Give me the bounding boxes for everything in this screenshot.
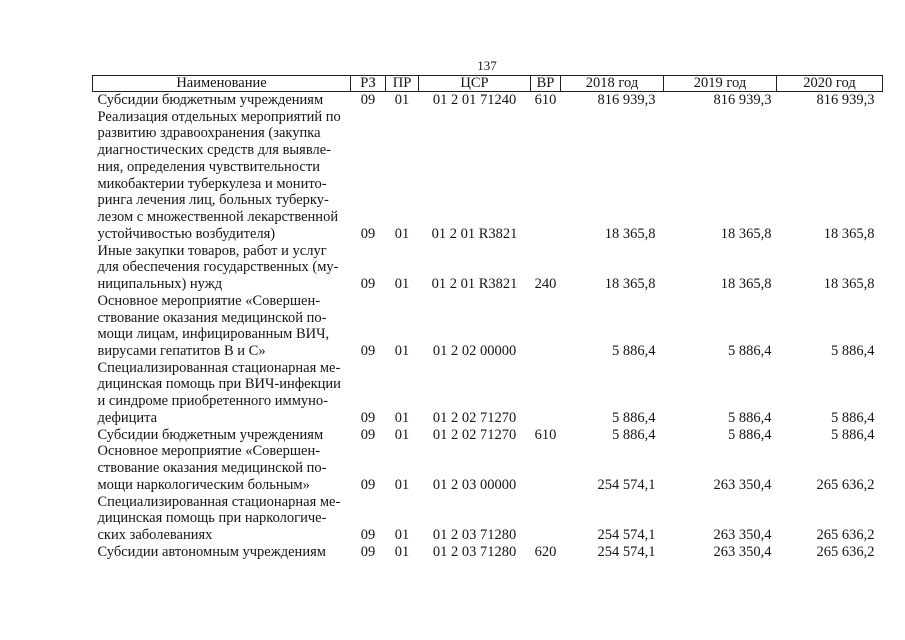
row-2019: 263 350,4	[713, 527, 772, 544]
row-2019: 18 365,8	[720, 225, 772, 242]
header-2019: 2019 год	[664, 76, 777, 92]
row-pr: 01	[394, 276, 410, 293]
row-name	[93, 544, 351, 561]
row-rz: 09	[360, 476, 376, 493]
name-line: ских заболеваниях	[97, 527, 213, 544]
budget-table-grid	[92, 75, 883, 561]
row-2019: 18 365,8	[720, 276, 772, 293]
row-vr	[531, 443, 561, 493]
row-name	[93, 293, 351, 360]
name-line: ствование оказания медицинской по-	[97, 460, 327, 477]
name-line: Основное мероприятие «Совершен-	[97, 292, 321, 309]
row-name	[93, 443, 351, 493]
row-pr: 01	[394, 543, 410, 560]
row-2020: 5 886,4	[831, 409, 875, 426]
row-2020: 816 939,3	[816, 92, 875, 108]
row-rz: 09	[360, 527, 376, 544]
header-vr: ВР	[531, 76, 561, 92]
row-2018: 254 574,1	[597, 476, 656, 493]
table-row	[93, 109, 883, 243]
header-rz: РЗ	[351, 76, 386, 92]
table-row	[93, 427, 883, 444]
name-line: мощи лицам, инфицированным ВИЧ,	[97, 326, 330, 343]
name-line: ствование оказания медицинской по-	[97, 309, 327, 326]
row-pr: 01	[394, 92, 410, 108]
name-line: и синдроме приобретенного иммуно-	[97, 393, 328, 410]
row-rz: 09	[360, 343, 376, 360]
row-2018: 5 886,4	[612, 426, 656, 443]
name-line: мощи наркологическим больным»	[97, 476, 310, 493]
row-vr: 620	[534, 543, 557, 560]
row-rz: 09	[360, 276, 376, 293]
row-csr: 01 2 01 R3821	[431, 276, 518, 293]
name-line: Субсидии бюджетным учреждениям	[97, 426, 324, 443]
name-line: дефицита	[97, 409, 158, 426]
row-vr	[531, 494, 561, 544]
table-row	[93, 443, 883, 493]
row-name	[93, 494, 351, 544]
row-pr: 01	[394, 476, 410, 493]
header-pr: ПР	[386, 76, 419, 92]
row-vr: 610	[534, 92, 557, 108]
table-body	[93, 92, 883, 561]
row-name	[93, 427, 351, 444]
row-pr: 01	[394, 225, 410, 242]
row-2018: 5 886,4	[612, 409, 656, 426]
name-line: вирусами гепатитов В и С»	[97, 343, 266, 360]
row-name	[93, 109, 351, 243]
row-2019: 263 350,4	[713, 476, 772, 493]
row-2020: 265 636,2	[816, 527, 875, 544]
row-2019: 263 350,4	[713, 543, 772, 560]
row-csr: 01 2 03 71280	[432, 543, 517, 560]
table-header	[93, 76, 883, 92]
name-line: Субсидии бюджетным учреждениям	[97, 92, 324, 108]
header-csr: ЦСР	[419, 76, 531, 92]
row-2020: 265 636,2	[816, 476, 875, 493]
row-2020: 5 886,4	[831, 426, 875, 443]
name-line: диагностических средств для выявле-	[97, 142, 332, 159]
row-2018: 254 574,1	[597, 543, 656, 560]
row-2018: 18 365,8	[604, 225, 656, 242]
row-rz: 09	[360, 543, 376, 560]
row-2018: 5 886,4	[612, 343, 656, 360]
row-csr: 01 2 02 71270	[432, 409, 517, 426]
header-2018: 2018 год	[561, 76, 664, 92]
row-pr: 01	[394, 409, 410, 426]
row-name	[93, 243, 351, 293]
name-line: ринга лечения лиц, больных туберку-	[97, 192, 329, 209]
name-line: Основное мероприятие «Совершен-	[97, 443, 321, 460]
row-vr: 610	[534, 426, 557, 443]
row-rz: 09	[360, 92, 376, 108]
row-pr: 01	[394, 527, 410, 544]
name-line: Специализированная стационарная ме-	[97, 493, 341, 510]
row-rz: 09	[360, 426, 376, 443]
table-row	[93, 92, 883, 109]
row-pr: 01	[394, 343, 410, 360]
row-2019: 5 886,4	[728, 409, 772, 426]
table-row	[93, 360, 883, 427]
name-line: Субсидии автономным учреждениям	[97, 543, 326, 560]
row-name	[93, 360, 351, 427]
row-2019: 5 886,4	[728, 343, 772, 360]
row-csr: 01 2 03 00000	[432, 476, 517, 493]
row-2020: 5 886,4	[831, 343, 875, 360]
row-vr	[531, 293, 561, 360]
name-line: для обеспечения государственных (му-	[97, 259, 339, 276]
name-line: микобактерии туберкулеза и монито-	[97, 175, 327, 192]
row-2019: 5 886,4	[728, 426, 772, 443]
table-row	[93, 243, 883, 293]
row-2019: 816 939,3	[713, 92, 772, 108]
name-line: дицинская помощь при наркологиче-	[97, 510, 327, 527]
row-rz: 09	[360, 409, 376, 426]
name-line: развитию здравоохранения (закупка	[97, 125, 321, 142]
name-line: лезом с множественной лекарственной	[97, 209, 339, 226]
row-csr: 01 2 01 R3821	[431, 225, 518, 242]
row-csr: 01 2 02 00000	[432, 343, 517, 360]
table-row	[93, 293, 883, 360]
row-vr	[531, 109, 561, 243]
row-csr: 01 2 02 71270	[432, 426, 517, 443]
row-2018: 816 939,3	[597, 92, 656, 108]
row-vr: 240	[534, 276, 557, 293]
budget-table	[92, 75, 882, 561]
row-2020: 18 365,8	[823, 225, 875, 242]
row-2018: 18 365,8	[604, 276, 656, 293]
row-pr: 01	[394, 426, 410, 443]
row-csr: 01 2 01 71240	[432, 92, 517, 108]
row-rz: 09	[360, 225, 376, 242]
page-number: 137	[477, 58, 497, 73]
header-2020: 2020 год	[777, 76, 883, 92]
row-2020: 18 365,8	[823, 276, 875, 293]
name-line: Реализация отдельных мероприятий по	[97, 108, 341, 125]
row-2020: 265 636,2	[816, 543, 875, 560]
row-2018: 254 574,1	[597, 527, 656, 544]
name-line: Специализированная стационарная ме-	[97, 359, 341, 376]
table-row	[93, 544, 883, 561]
name-line: Иные закупки товаров, работ и услуг	[97, 242, 327, 259]
table-row	[93, 494, 883, 544]
row-name	[93, 92, 351, 109]
name-line: ниципальных) нужд	[97, 276, 223, 293]
row-vr	[531, 360, 561, 427]
header-name: Наименование	[93, 76, 351, 92]
header-row	[93, 76, 883, 92]
name-line: дицинская помощь при ВИЧ-инфекции	[97, 376, 341, 393]
row-csr: 01 2 03 71280	[432, 527, 517, 544]
name-line: устойчивостью возбудителя)	[97, 225, 276, 242]
name-line: ния, определения чувствительности	[97, 158, 320, 175]
